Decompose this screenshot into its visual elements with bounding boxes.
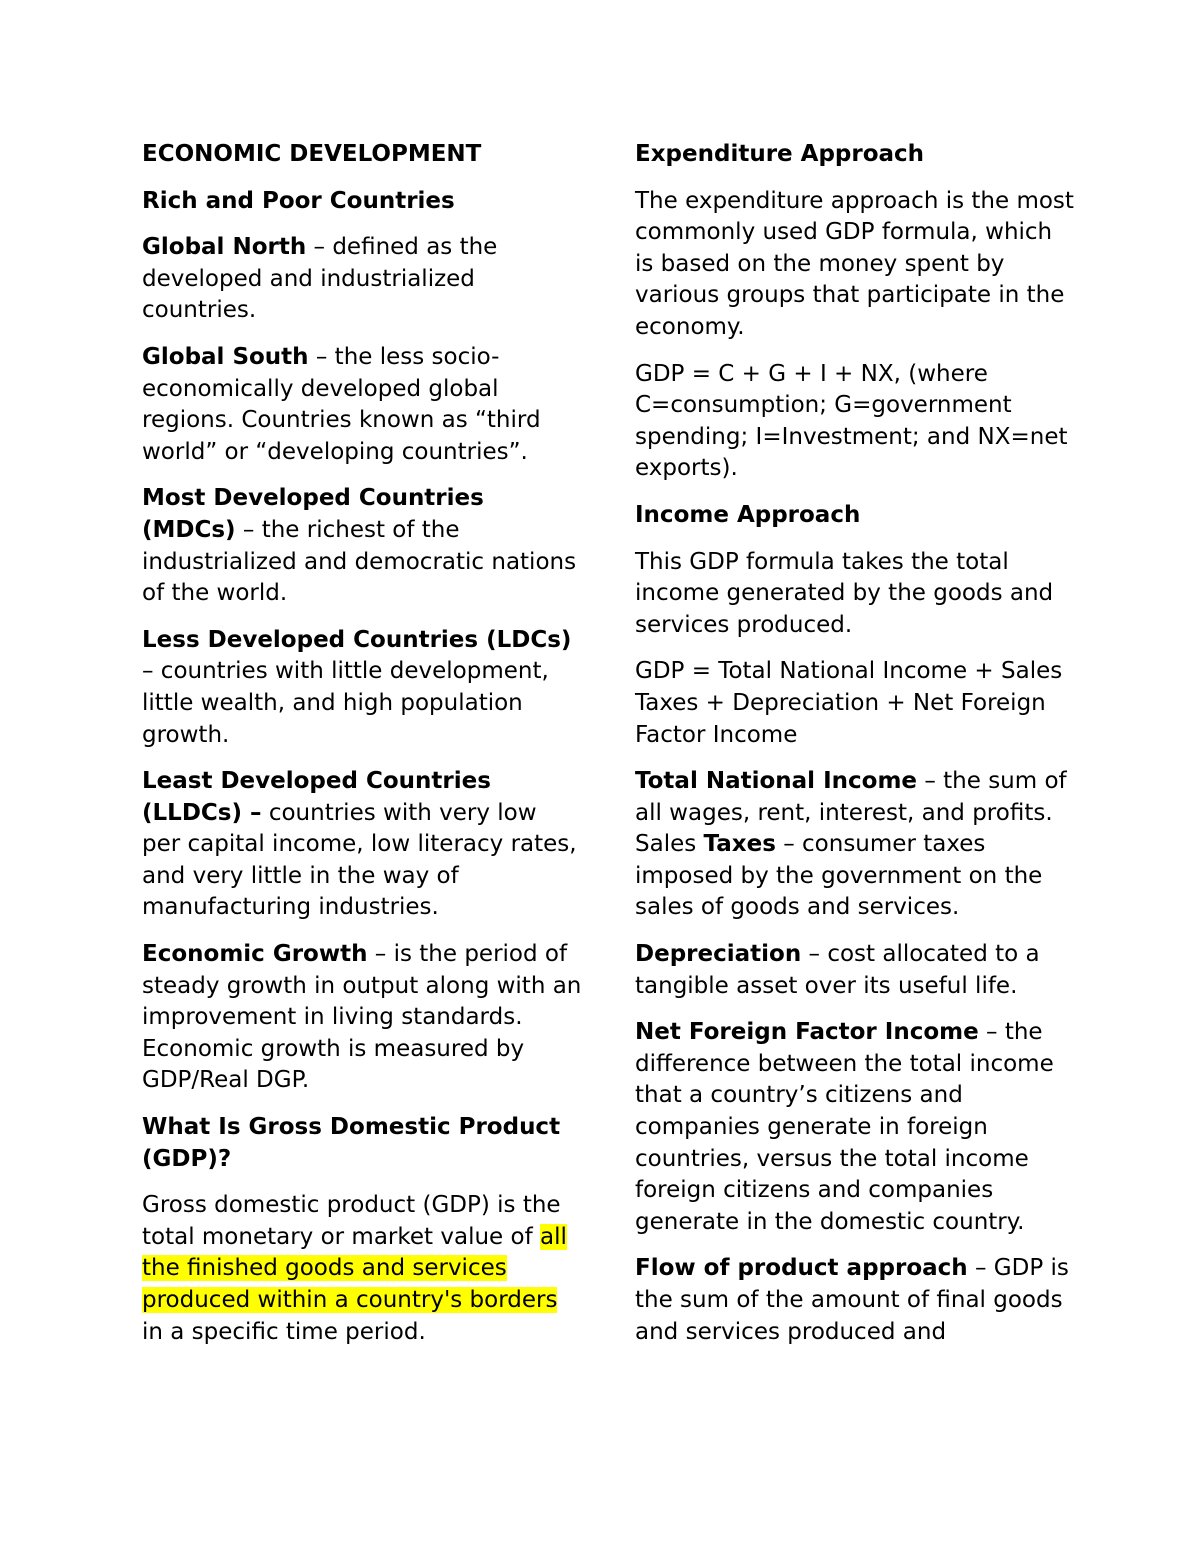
term-global-south: Global South: [142, 343, 309, 370]
paragraph-global-north: [142, 232, 582, 327]
highlighted-text: all the finished goods and services produced within a country's borders: [142, 1223, 567, 1313]
formula-expenditure: GDP = C + G + I + NX, (where C=consumption; G=government spending; I=Investment; and NX=net exports).: [635, 360, 1068, 482]
gdp-definition-start: Gross domestic product (GDP) is the total monetary or market value of: [142, 1192, 561, 1250]
section-heading-rich-poor: Rich and Poor Countries: [142, 187, 455, 214]
definition-global-north: – defined as the developed and industrialized countries.: [142, 234, 498, 324]
document-title: ECONOMIC DEVELOPMENT: [142, 141, 482, 167]
definition-ldcs: – countries with little development, little wealth, and high population growth.: [142, 658, 549, 748]
paragraph-economic-growth: [142, 939, 582, 1097]
term-mdcs: Most Developed Countries (MDCs): [142, 485, 484, 543]
definition-depreciation: – cost allocated to a tangible asset over its useful life.: [635, 941, 1040, 999]
definition-taxes: – consumer taxes imposed by the government on the sales of goods and services.: [635, 831, 1043, 921]
left-column: [142, 139, 582, 1363]
paragraph-gdp-definition: [142, 1190, 582, 1348]
paragraph-flow-of-product: [635, 1253, 1075, 1348]
definition-lldcs: countries with very low per capital income, low literacy rates, and very little in the way of manufacturing industries.: [142, 799, 577, 921]
heading-gdp: What Is Gross Domestic Product (GDP)?: [142, 1114, 561, 1172]
term-depreciation: Depreciation: [635, 941, 802, 968]
paragraph-net-foreign-factor-income: [635, 1017, 1075, 1238]
term-lldcs: Least Developed Countries (LLDCs) –: [142, 768, 491, 826]
right-column: [635, 139, 1075, 1363]
formula-income: GDP = Total National Income + Sales Taxes + Depreciation + Net Foreign Factor Income: [635, 658, 1063, 748]
paragraph-ldcs: [142, 625, 582, 751]
paragraph-lldcs: [142, 766, 582, 924]
term-flow-of-product: Flow of product approach: [635, 1255, 968, 1282]
term-net-foreign-factor-income: Net Foreign Factor Income: [635, 1019, 979, 1046]
definition-economic-growth: – is the period of steady growth in output along with an improvement in living standards. Economic growth is measured by GDP/Real DGP.: [142, 941, 582, 1094]
heading-income-approach: Income Approach: [635, 501, 861, 528]
gdp-definition-end: in a specific time period.: [142, 1318, 426, 1345]
definition-mdcs: – the richest of the industrialized and democratic nations of the world.: [142, 516, 577, 607]
term-ldcs: Less Developed Countries (LDCs): [142, 626, 572, 653]
heading-expenditure-approach: Expenditure Approach: [635, 141, 925, 167]
paragraph-mdcs: [142, 483, 582, 609]
paragraph-global-south: [142, 342, 582, 468]
paragraph-total-national-income: [635, 766, 1075, 924]
term-taxes: Taxes: [703, 831, 776, 858]
term-economic-growth: Economic Growth: [142, 941, 368, 968]
definition-net-foreign-factor-income: – the difference between the total income that a country’s citizens and companies generate in foreign countries, versus the total income foreign citizens and companies generate in the domestic country.: [635, 1019, 1054, 1235]
definition-total-national-income: – the sum of all wages, rent, interest, and profits. Sales: [635, 768, 1067, 858]
definition-flow-of-product: – GDP is the sum of the amount of final goods and services produced and: [635, 1255, 1069, 1345]
paragraph-expenditure: The expenditure approach is the most commonly used GDP formula, which is based on the money spent by various groups that participate in the economy.: [635, 187, 1074, 340]
term-total-national-income: Total National Income: [635, 768, 918, 795]
paragraph-income: This GDP formula takes the total income generated by the goods and services produced.: [635, 548, 1054, 638]
term-global-north: Global North: [142, 234, 307, 261]
paragraph-depreciation: [635, 939, 1075, 1002]
definition-global-south: – the less socio-economically developed global regions. Countries known as “third world” or “developing countries”.: [142, 343, 541, 465]
